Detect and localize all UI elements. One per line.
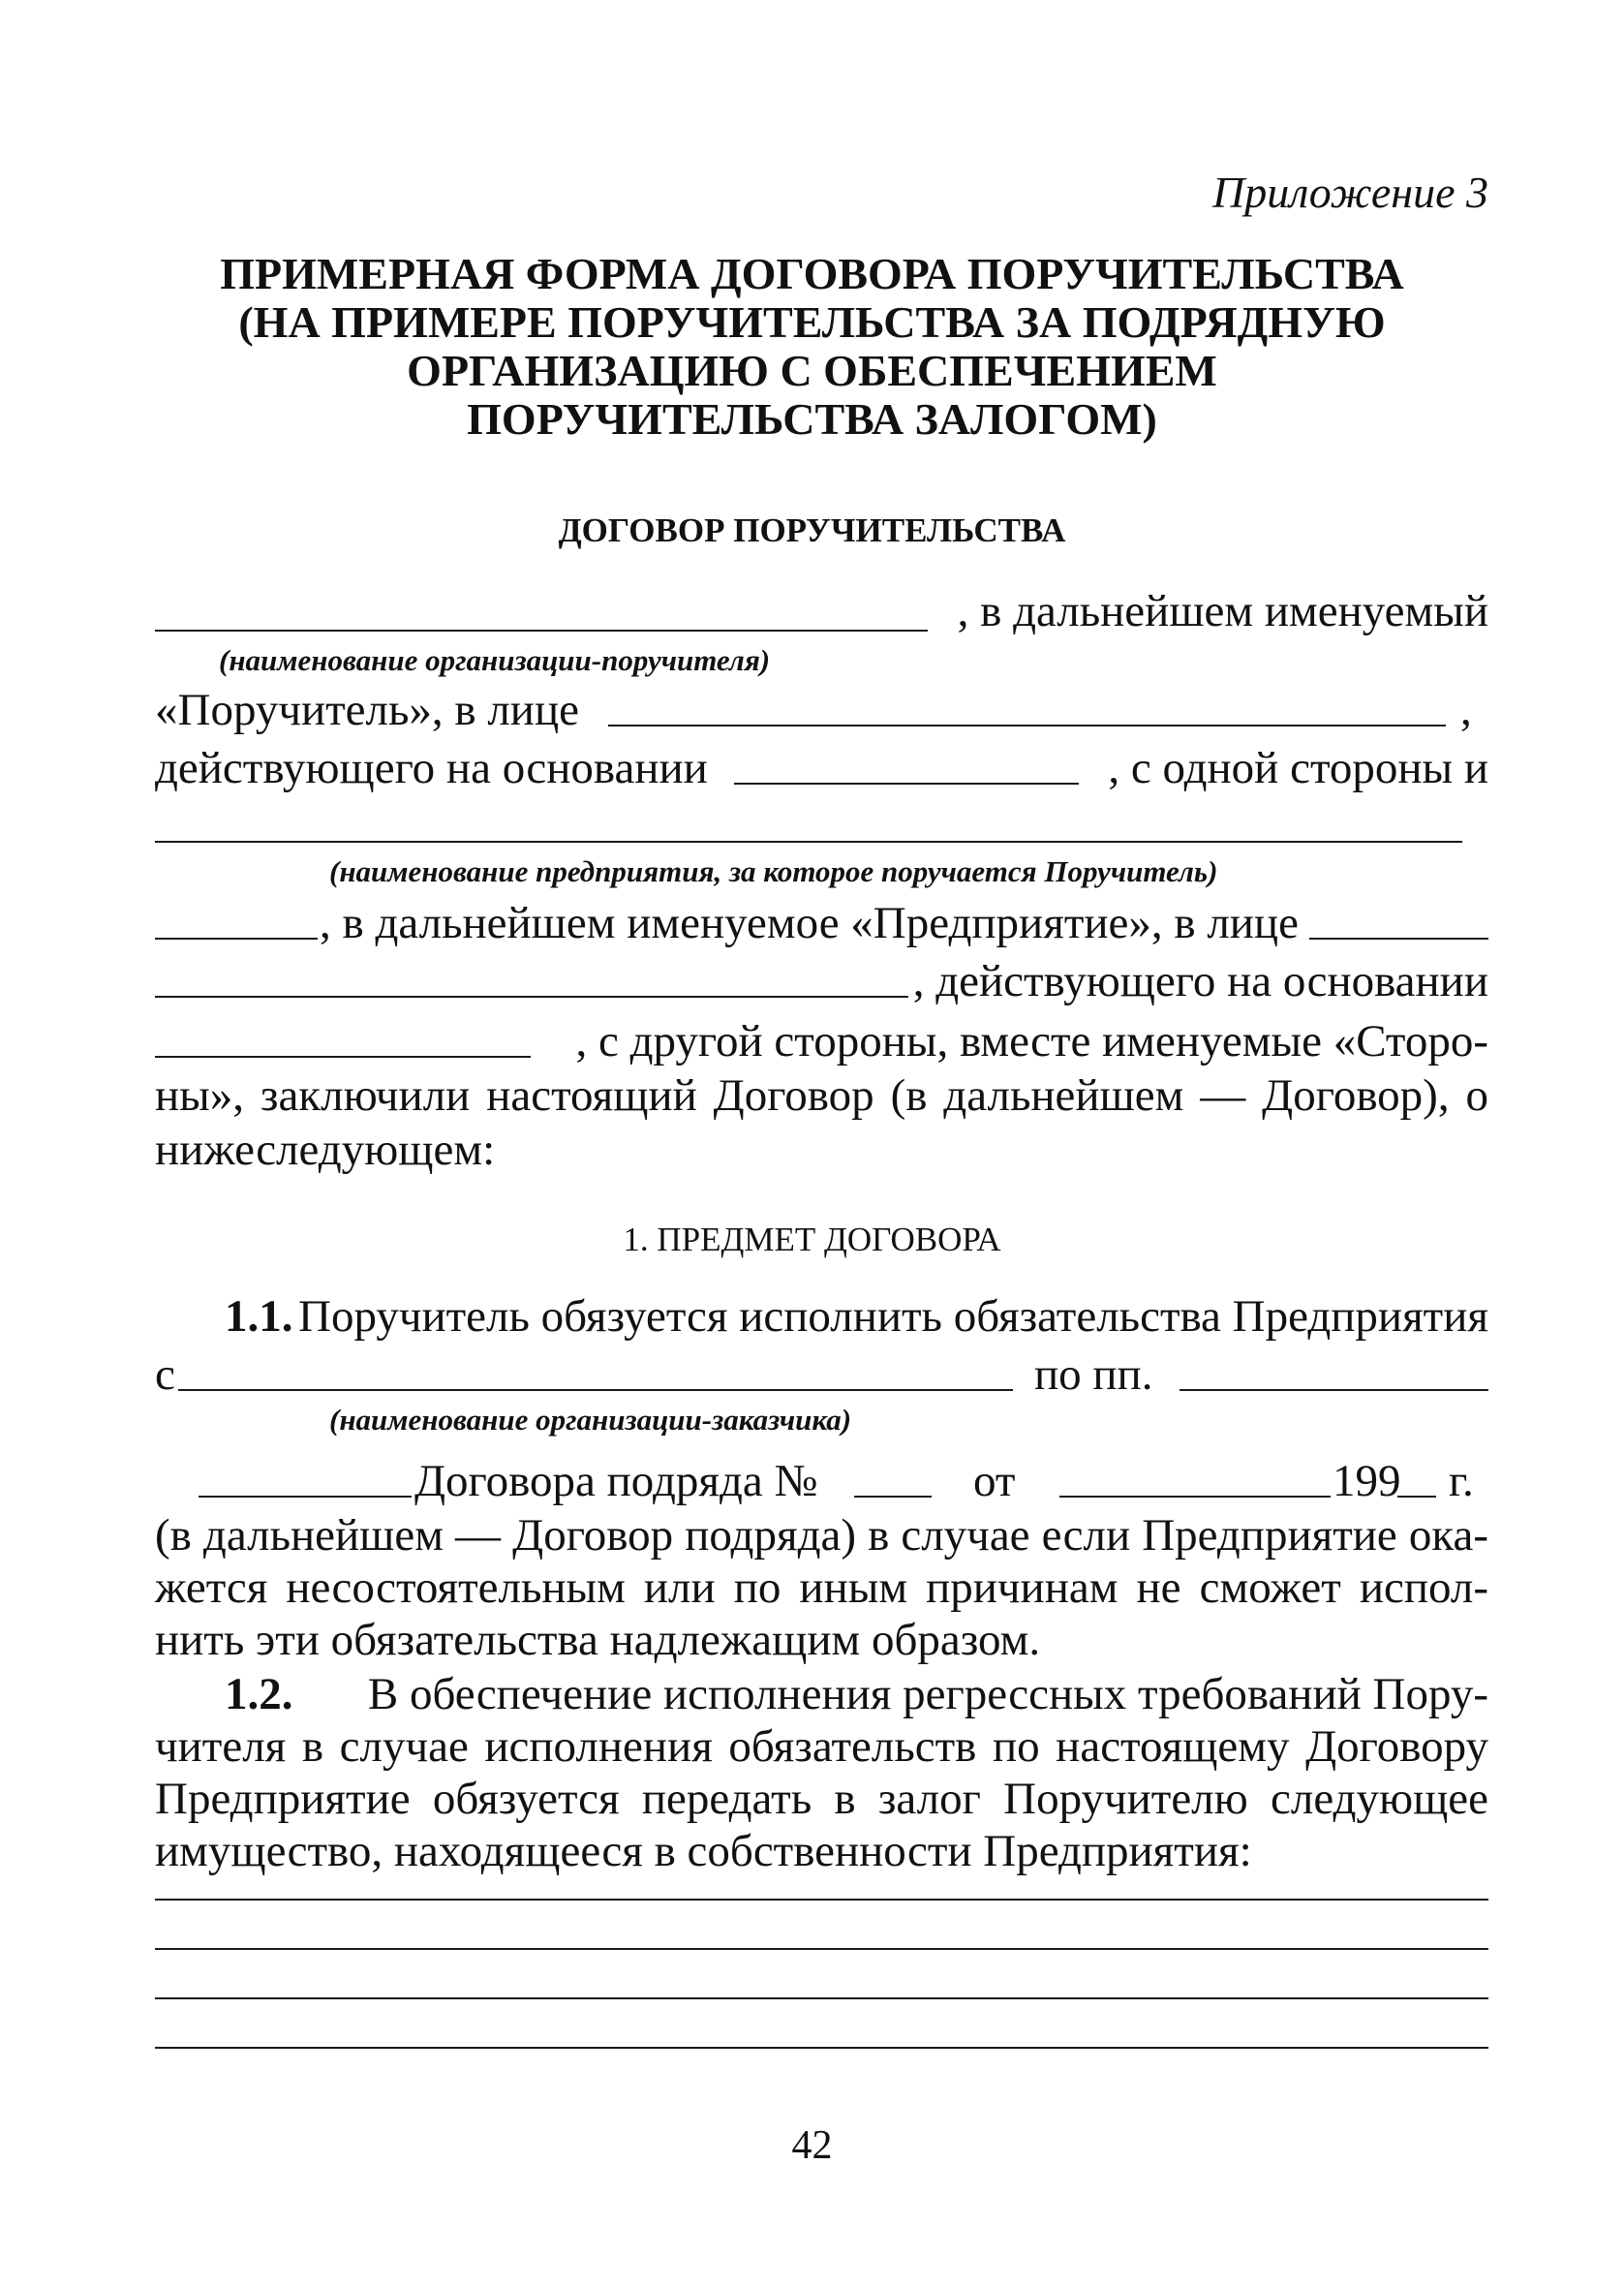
clause-text: чителя в случае исполнения обязательств по настоящему Договору [155,1721,1488,1772]
clause-text: 199 [1333,1456,1401,1506]
clause-text: от [973,1456,1016,1506]
blank-line [155,1997,1488,1999]
blank-line [1059,1496,1331,1498]
preamble-text: ны», заключили настоящий Договор (в дальнейшем — Договор), о [155,1070,1488,1121]
blank-line [1397,1496,1436,1498]
clause-text: Предприятие обязуется передать в залог Поручителю следующее [155,1774,1488,1824]
clause-text: жется несостоятельным или по иным причинам не сможет испол- [155,1562,1488,1613]
clause-text: (в дальнейшем — Договор подряда) в случае если Предприятие ока- [155,1510,1488,1561]
contract-subtitle: ДОГОВОР ПОРУЧИТЕЛЬСТВА [558,511,1066,549]
preamble-text: , в дальнейшем именуемое «Предприятие», в лице [320,898,1299,948]
blank-line [155,2047,1488,2049]
field-caption: (наименование организации-заказчика) [329,1403,852,1437]
blank-line [734,783,1079,785]
preamble-text: , с одной стороны и [1108,743,1488,793]
clause-text: В обеспечение исполнения регрессных требований Пору- [367,1669,1488,1719]
blank-line [155,1899,1488,1901]
title-line: ПОРУЧИТЕЛЬСТВА ЗАЛОГОМ) [467,394,1157,444]
clause-text: с [155,1349,175,1400]
title-line: ОРГАНИЗАЦИЮ С ОБЕСПЕЧЕНИЕМ [407,346,1217,395]
clause-text: Поручитель обязуется исполнить обязательства Предприятия [298,1291,1488,1342]
blank-line [155,841,1462,843]
preamble-text: нижеследующем: [155,1125,496,1175]
clause-text: нить эти обязательства надлежащим образом. [155,1615,1041,1665]
page-number: 42 [791,2123,833,2168]
blank-line [155,1056,531,1058]
title-line: ПРИМЕРНАЯ ФОРМА ДОГОВОРА ПОРУЧИТЕЛЬСТВА [220,249,1404,298]
appendix-label: Приложение 3 [1211,168,1488,217]
section-heading: 1. ПРЕДМЕТ ДОГОВОРА [623,1221,1001,1258]
document-title [0,250,1624,444]
blank-line [155,938,318,940]
preamble-text: , с другой стороны, вместе именуемые «Сторо- [575,1016,1488,1067]
preamble-text: , действующего на основании [912,956,1488,1006]
blank-line [608,725,1446,727]
preamble-text: «Поручитель», в лице [155,685,579,735]
preamble-text: , [1460,685,1472,735]
clause-number: 1.1. [225,1291,293,1342]
title-line: (НА ПРИМЕРЕ ПОРУЧИТЕЛЬСТВА ЗА ПОДРЯДНУЮ [238,297,1386,347]
clause-number: 1.2. [225,1669,293,1719]
field-caption: (наименование предприятия, за которое поручается Поручитель) [329,854,1218,888]
blank-line [155,996,908,998]
clause-text: г. [1449,1456,1474,1506]
blank-line [178,1389,1013,1391]
blank-line [1309,938,1488,940]
blank-line [1180,1389,1488,1391]
blank-line [155,1948,1488,1950]
clause-text: имущество, находящееся в собственности Предприятия: [155,1826,1252,1876]
preamble-text: действующего на основании [155,743,708,793]
preamble-text: , в дальнейшем именуемый [957,586,1488,636]
field-caption: (наименование организации-поручителя) [219,643,771,677]
clause-text: по пп. [1034,1349,1153,1400]
blank-line [854,1496,932,1498]
clause-text: Договора подряда № [414,1456,818,1506]
blank-line [155,630,928,632]
blank-line [199,1496,412,1498]
